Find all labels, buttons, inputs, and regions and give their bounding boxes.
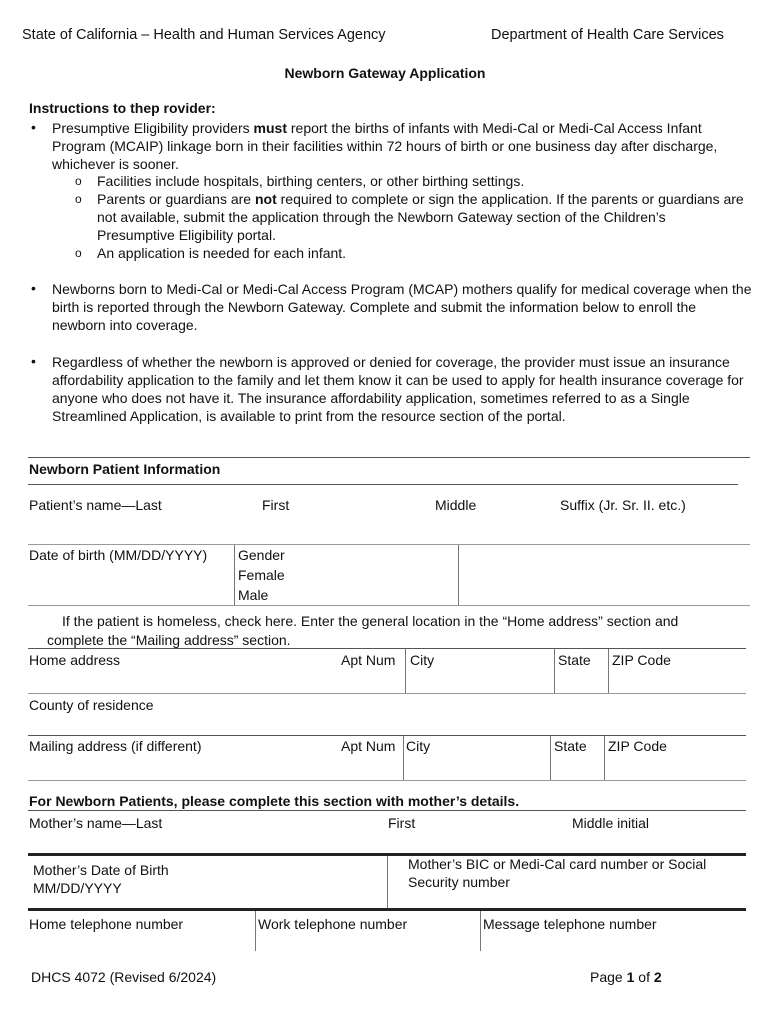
- homeless-instructions: complete the “Mailing address” section.: [47, 632, 291, 648]
- page-number: Page 1 of 2: [590, 969, 662, 985]
- divider: [403, 736, 404, 780]
- mailing-city-field[interactable]: City: [406, 738, 431, 754]
- agency-name: State of California – Health and Human Services Agency: [22, 27, 386, 43]
- instruction-sub-3: An application is needed for each infant.: [97, 245, 347, 261]
- mother-first-name-field[interactable]: First: [388, 815, 416, 831]
- patient-middle-name-field[interactable]: Middle: [435, 497, 477, 513]
- divider: [28, 648, 746, 649]
- divider: [387, 856, 388, 908]
- mother-bic-number-label-line2: Security number: [408, 874, 510, 890]
- home-zip-field[interactable]: ZIP Code: [612, 652, 671, 668]
- home-state-field[interactable]: State: [558, 652, 591, 668]
- patient-last-name-field[interactable]: Patient’s name—Last: [29, 497, 162, 513]
- instruction-sub-1: Facilities include hospitals, birthing centers, or other birthing settings.: [97, 173, 525, 189]
- gender-label: Gender: [238, 547, 285, 563]
- divider: [28, 908, 746, 911]
- form-id: DHCS 4072 (Revised 6/2024): [31, 969, 217, 985]
- mother-middle-initial-field[interactable]: Middle initial: [572, 815, 650, 831]
- home-apt-num-field[interactable]: Apt Num: [341, 652, 396, 668]
- county-of-residence-field[interactable]: County of residence: [29, 697, 154, 713]
- divider: [550, 736, 551, 780]
- bullet-icon: •: [31, 353, 36, 369]
- gender-male-option[interactable]: Male: [238, 587, 269, 603]
- divider: [28, 605, 750, 606]
- mailing-zip-field[interactable]: ZIP Code: [608, 738, 667, 754]
- instruction-bullet-3: Regardless of whether the newborn is approved or denied for coverage, the provider must issue an insurance affordability application to the family and let them know it can be used to apply for health insurance coverage for anyone who does not have it. The insurance affordability application, sometimes referred to as a Single Streamlined Application, is available to print from the resource section of the portal.: [52, 354, 744, 424]
- divider: [28, 544, 750, 545]
- mother-last-name-field[interactable]: Mother’s name—Last: [29, 815, 163, 831]
- page-title: Newborn Gateway Application: [284, 65, 486, 81]
- divider: [604, 736, 605, 780]
- instructions-heading: Instructions to thep rovider:: [29, 100, 216, 116]
- divider: [458, 545, 459, 605]
- bullet-icon: •: [31, 119, 36, 135]
- home-address-field[interactable]: Home address: [29, 652, 121, 668]
- divider: [234, 545, 235, 605]
- home-telephone-field[interactable]: Home telephone number: [29, 916, 184, 932]
- mailing-address-field[interactable]: Mailing address (if different): [29, 738, 202, 754]
- newborn-section-heading: Newborn Patient Information: [29, 461, 221, 477]
- instruction-bullet-1: Presumptive Eligibility providers must report the births of infants with Medi-Cal or Medi-Cal Access Infant Program (MCAIP) linkage born in their facilities within 72 hours of birth or one business day after discharge, whichever is sooner.: [52, 120, 718, 172]
- divider: [28, 780, 746, 781]
- circle-bullet-icon: o: [75, 246, 82, 260]
- mother-dob-field[interactable]: Mother’s Date of Birth: [33, 862, 169, 878]
- work-telephone-field[interactable]: Work telephone number: [258, 916, 408, 932]
- gender-female-option[interactable]: Female: [238, 567, 285, 583]
- divider: [28, 735, 746, 736]
- circle-bullet-icon: o: [75, 192, 82, 206]
- mother-bic-number-field[interactable]: Mother’s BIC or Medi-Cal card number or Social: [408, 856, 707, 872]
- home-city-field[interactable]: City: [410, 652, 435, 668]
- mailing-state-field[interactable]: State: [554, 738, 587, 754]
- bullet-icon: •: [31, 280, 36, 296]
- mother-section-heading: For Newborn Patients, please complete this section with mother’s details.: [29, 793, 520, 809]
- date-of-birth-field[interactable]: Date of birth (MM/DD/YYYY): [29, 547, 208, 563]
- mailing-apt-num-field[interactable]: Apt Num: [341, 738, 396, 754]
- mother-dob-format: MM/DD/YYYY: [33, 880, 122, 896]
- instruction-bullet-2: Newborns born to Medi-Cal or Medi-Cal Access Program (MCAP) mothers qualify for medical coverage when the birth is reported through the Newborn Gateway. Complete and submit the information below to enroll the newborn into coverage.: [52, 281, 752, 333]
- divider: [28, 484, 738, 485]
- department-name: Department of Health Care Services: [491, 27, 724, 43]
- divider: [28, 457, 750, 458]
- divider: [255, 911, 256, 951]
- divider: [405, 649, 406, 693]
- instruction-sub-2: Parents or guardians are not required to complete or sign the application. If the parents or guardians are not available, submit the application through the Newborn Gateway section of the Children’s Presumptive Eligibility portal.: [97, 191, 744, 243]
- message-telephone-field[interactable]: Message telephone number: [483, 916, 657, 932]
- circle-bullet-icon: o: [75, 174, 82, 188]
- divider: [608, 649, 609, 693]
- divider: [554, 649, 555, 693]
- divider: [28, 810, 746, 811]
- divider: [28, 693, 746, 694]
- homeless-checkbox-label[interactable]: If the patient is homeless, check here. Enter the general location in the “Home address” section and: [62, 613, 679, 629]
- patient-first-name-field[interactable]: First: [262, 497, 290, 513]
- divider: [480, 911, 481, 951]
- patient-suffix-field[interactable]: Suffix (Jr. Sr. II. etc.): [560, 497, 686, 513]
